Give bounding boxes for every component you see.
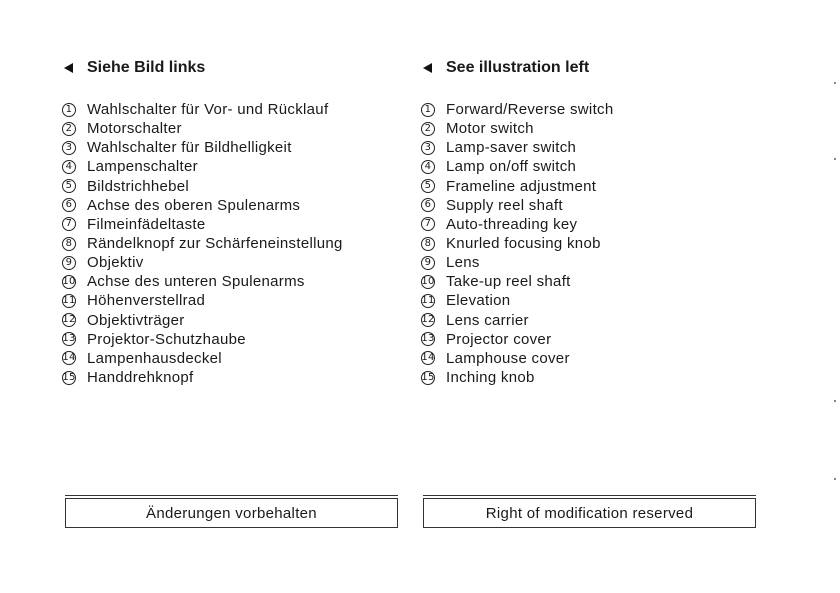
item-number-badge: 9 (62, 256, 76, 270)
item-label: Lampenhausdeckel (87, 349, 222, 367)
item-number-badge: 3 (62, 141, 76, 155)
item-label: Take-up reel shaft (446, 273, 571, 291)
list-item (421, 311, 613, 330)
item-number-badge: 11 (421, 294, 435, 306)
item-label: Achse des unteren Spulenarms (87, 273, 305, 291)
item-number-badge: 2 (62, 122, 76, 136)
item-label: Knurled focusing knob (446, 235, 601, 253)
item-number-badge: 8 (421, 237, 435, 251)
item-label: Wahlschalter für Bildhelligkeit (87, 139, 292, 157)
item-label: Elevation (446, 292, 511, 310)
item-label: Lampenschalter (87, 158, 198, 176)
item-number-badge: 6 (421, 198, 435, 212)
item-number-badge: 12 (421, 314, 435, 326)
item-label: Wahlschalter für Vor- und Rücklauf (87, 101, 329, 119)
list-item (62, 157, 343, 176)
list-item (62, 138, 343, 157)
item-label: Objektiv (87, 254, 144, 272)
list-item (421, 330, 613, 349)
item-number-badge: 2 (421, 122, 435, 136)
list-item (62, 330, 343, 349)
english-heading-text: See illustration left (446, 59, 590, 76)
list-item (421, 253, 613, 272)
item-number-badge: 12 (62, 314, 76, 326)
item-number-badge: 3 (421, 141, 435, 155)
item-number-badge: 6 (62, 198, 76, 212)
item-number-badge: 13 (62, 333, 76, 345)
item-number-badge: 13 (421, 333, 435, 345)
list-item (421, 272, 613, 291)
item-number-badge: 5 (421, 179, 435, 193)
english-footer-box (423, 498, 756, 528)
list-item (62, 311, 343, 330)
german-heading-text: Siehe Bild links (87, 59, 206, 76)
list-item (62, 196, 343, 215)
item-label: Lamphouse cover (446, 349, 570, 367)
list-item (62, 272, 343, 291)
item-label: Projektor-Schutzhaube (87, 330, 246, 348)
item-number-badge: 9 (421, 256, 435, 270)
item-number-badge: 4 (421, 160, 435, 174)
list-item (62, 215, 343, 234)
item-number-badge: 5 (62, 179, 76, 193)
item-number-badge: 1 (62, 103, 76, 117)
list-item (421, 100, 613, 119)
english-parts-list (421, 100, 613, 387)
german-footer-note: Änderungen vorbehalten (146, 504, 317, 522)
german-footer-box (65, 498, 398, 528)
left-arrow-icon (64, 63, 73, 73)
item-label: Bildstrichhebel (87, 177, 190, 195)
item-label: Objektivträger (87, 311, 185, 329)
list-item (421, 177, 613, 196)
item-label: Lamp on/off switch (446, 158, 577, 176)
item-number-badge: 7 (62, 217, 76, 231)
list-item (62, 349, 343, 368)
item-label: Motor switch (446, 120, 534, 138)
list-item (421, 157, 613, 176)
item-number-badge: 10 (421, 275, 435, 287)
item-label: Auto-threading key (446, 215, 578, 233)
item-label: Inching knob (446, 369, 535, 387)
list-item (421, 368, 613, 387)
item-number-badge: 4 (62, 160, 76, 174)
list-item (62, 234, 343, 253)
item-label: Lamp-saver switch (446, 139, 577, 157)
item-label: Frameline adjustment (446, 177, 597, 195)
german-parts-list (62, 100, 343, 387)
list-item (421, 234, 613, 253)
item-number-badge: 11 (62, 294, 76, 306)
scan-speck (834, 158, 836, 160)
item-label: Handdrehknopf (87, 369, 194, 387)
list-item (62, 291, 343, 310)
list-item (62, 177, 343, 196)
list-item (421, 119, 613, 138)
list-item (62, 253, 343, 272)
german-heading (62, 56, 422, 80)
item-label: Forward/Reverse switch (446, 101, 614, 119)
scan-speck (834, 400, 836, 402)
item-label: Lens carrier (446, 311, 529, 329)
item-number-badge: 1 (421, 103, 435, 117)
item-label: Achse des oberen Spulenarms (87, 196, 301, 214)
list-item (62, 368, 343, 387)
item-number-badge: 7 (421, 217, 435, 231)
list-item (421, 138, 613, 157)
list-item (421, 349, 613, 368)
list-item (62, 119, 343, 138)
item-number-badge: 8 (62, 237, 76, 251)
item-label: Höhenverstellrad (87, 292, 206, 310)
item-label: Filmeinfädeltaste (87, 215, 206, 233)
item-label: Lens (446, 254, 480, 272)
scan-speck (834, 82, 836, 84)
item-label: Projector cover (446, 330, 552, 348)
item-label: Rändelknopf zur Schärfeneinstellung (87, 235, 343, 253)
item-number-badge: 14 (62, 352, 76, 364)
scan-speck (834, 478, 836, 480)
item-number-badge: 15 (62, 371, 76, 383)
item-number-badge: 10 (62, 275, 76, 287)
english-footer-note: Right of modification reserved (485, 504, 694, 522)
list-item (62, 100, 343, 119)
list-item (421, 215, 613, 234)
list-item (421, 196, 613, 215)
list-item (421, 291, 613, 310)
item-number-badge: 15 (421, 371, 435, 383)
item-label: Supply reel shaft (446, 196, 563, 214)
english-column (421, 56, 781, 387)
item-number-badge: 14 (421, 352, 435, 364)
english-heading (421, 56, 781, 80)
german-column (62, 56, 422, 387)
left-arrow-icon (423, 63, 432, 73)
item-label: Motorschalter (87, 120, 182, 138)
